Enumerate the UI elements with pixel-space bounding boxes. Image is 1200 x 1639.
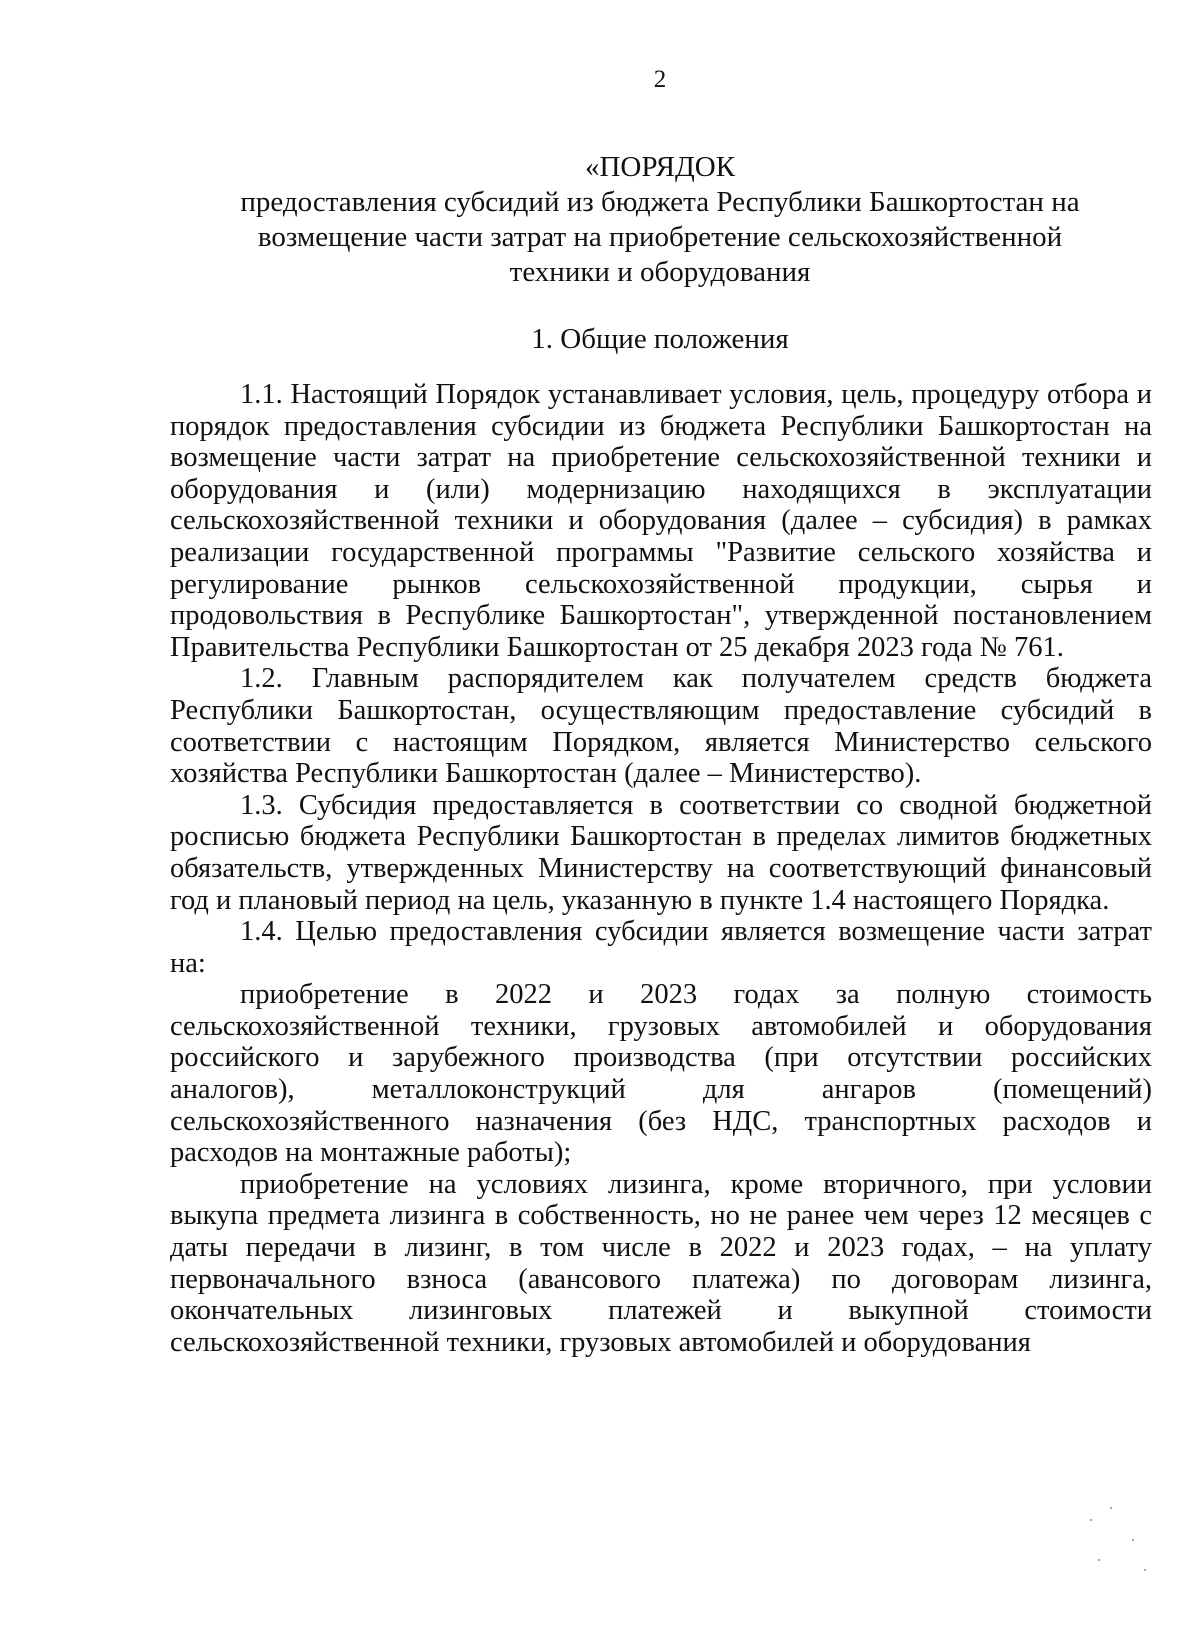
paragraph-1-1: 1.1. Настоящий Порядок устанавливает условия, цель, процедуру отбора и порядок предоставления субсидии из бюджета Республики Башкортостан на возмещение части затрат на приобретение сельскохозяйственной техники и оборудования и (или) модернизацию находящихся в эксплуатации сельскохозяйственной техники и оборудования (далее – субсидия) в рамках реализации государственной программы "Развитие сельского хозяйства и регулирование рынков сельскохозяйственной продукции, сырья и продовольствия в Республике Башкортостан", утвержденной постановлением Правительства Республики Башкортостан от 25 декабря 2023 года № 761. <box>170 379 1152 663</box>
title-line-1: «ПОРЯДОК <box>584 151 736 183</box>
scan-noise <box>1080 1499 1160 1579</box>
section-heading: 1. Общие положения <box>531 323 789 355</box>
title-line-2: предоставления субсидий из бюджета Республики Башкортостан на <box>240 186 1080 218</box>
document-body <box>170 379 1152 1358</box>
page-number: 2 <box>653 66 667 93</box>
paragraph-purchase-full-cost: приобретение в 2022 и 2023 годах за полную стоимость сельскохозяйственной техники, грузовых автомобилей и оборудования российского и зарубежного производства (при отсутствии российских аналогов), металлоконструкций для ангаров (помещений) сельскохозяйственного назначения (без НДС, транспортных расходов и расходов на монтажные работы); <box>170 979 1152 1169</box>
paragraph-purchase-leasing: приобретение на условиях лизинга, кроме вторичного, при условии выкупа предмета лизинга в собственность, но не ранее чем через 12 месяцев с даты передачи в лизинг, в том числе в 2022 и 2023 годах, – на уплату первоначального взноса (авансового платежа) по договорам лизинга, окончательных лизинговых платежей и выкупной стоимости сельскохозяйственной техники, грузовых автомобилей и оборудования <box>170 1168 1152 1358</box>
title-line-3: возмещение части затрат на приобретение сельскохозяйственной <box>257 221 1063 253</box>
paragraph-1-2: 1.2. Главным распорядителем как получателем средств бюджета Республики Башкортостан, осуществляющим предоставление субсидий в соответствии с настоящим Порядком, является Министерство сельского хозяйства Республики Башкортостан (далее – Министерство). <box>170 663 1152 790</box>
paragraph-1-3: 1.3. Субсидия предоставляется в соответствии со сводной бюджетной росписью бюджета Республики Башкортостан в пределах лимитов бюджетных обязательств, утвержденных Министерству на соответствующий финансовый год и плановый период на цель, указанную в пункте 1.4 настоящего Порядка. <box>170 789 1152 916</box>
paragraph-1-4: 1.4. Целью предоставления субсидии является возмещение части затрат на: <box>170 916 1152 979</box>
document-title <box>150 150 1170 290</box>
title-line-4: техники и оборудования <box>509 256 811 288</box>
